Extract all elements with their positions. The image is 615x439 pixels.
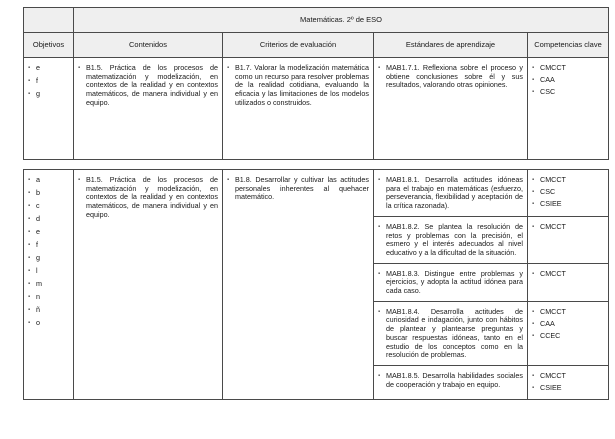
list-item: ▪ CCEC — [532, 332, 604, 341]
list-item: ▪ CAA — [532, 76, 604, 85]
block2-objetivos-cell — [24, 170, 74, 400]
block2-estandar-cell — [374, 216, 528, 263]
list-item: ▪ CMCCT — [532, 223, 604, 232]
list-item: ▪ a — [28, 176, 69, 185]
list-item: ▪ m — [28, 280, 69, 289]
block1-estandar: ▪ MAB1.7.1. Reflexiona sobre el proceso y obtiene conclusiones sobre él y sus resultados, valorando otras opiniones. — [378, 64, 523, 90]
list-item: ▪ CSC — [532, 88, 604, 97]
block1-competencias-cell — [528, 58, 609, 160]
header-objetivos: Objetivos — [24, 33, 74, 58]
list-item: ▪ ñ — [28, 306, 69, 315]
block2-estandar-cell — [374, 170, 528, 217]
block1-objetivos-cell — [24, 58, 74, 160]
list-item: ▪ CMCCT — [532, 372, 604, 381]
block2-competencias-cell — [528, 301, 609, 365]
block2-estandar-cell — [374, 263, 528, 301]
curriculum-table — [23, 7, 609, 400]
list-item: ▪ CAA — [532, 320, 604, 329]
block2-estandar-3: ▪ MAB1.8.3. Distingue entre problemas y ejercicios, y adopta la actitud idónea para cada caso. — [378, 270, 523, 296]
list-item: ▪ e — [28, 228, 69, 237]
block2-competencias-cell — [528, 170, 609, 217]
block1-estandar-cell — [374, 58, 528, 160]
block2-estandar-cell — [374, 365, 528, 399]
list-item: ▪ g — [28, 254, 69, 263]
list-item: ▪ CMCCT — [532, 270, 604, 279]
block2-estandar-2: ▪ MAB1.8.2. Se plantea la resolución de retos y problemas con la precisión, el esmero y el interés adecuados al nivel educativo y a la dificultad de la situación. — [378, 223, 523, 258]
list-item: ▪ l — [28, 267, 69, 276]
block2-competencias-cell — [528, 365, 609, 399]
block1-objetivos-list — [28, 64, 69, 99]
block1-criterio: ▪ B1.7. Valorar la modelización matemática como un recurso para resolver problemas de la realidad cotidiana, evaluando la eficacia y las limitaciones de los modelos utilizados o construidos. — [227, 64, 369, 108]
block2-contenido: ▪ B1.5. Práctica de los procesos de matematización y modelización, en contextos de la realidad y en contextos matemáticos, de manera individual y en equipo. — [78, 176, 218, 220]
block-separator — [24, 160, 609, 170]
block2-estandar-5: ▪ MAB1.8.5. Desarrolla habilidades sociales de cooperación y trabajo en equipo. — [378, 372, 523, 389]
list-item: ▪ CMCCT — [532, 308, 604, 317]
list-item: ▪ e — [28, 64, 69, 73]
header-competencias: Competencias clave — [528, 33, 609, 58]
block2-criterio: ▪ B1.8. Desarrollar y cultivar las actitudes personales inherentes al quehacer matemático. — [227, 176, 369, 202]
table-title: Matemáticas. 2º de ESO — [74, 8, 609, 33]
list-item: ▪ d — [28, 215, 69, 224]
list-item: ▪ o — [28, 319, 69, 328]
block1-contenido: ▪ B1.5. Práctica de los procesos de matematización y modelización, en contextos de la realidad y en contextos matemáticos, de manera individual y en equipo. — [78, 64, 218, 108]
header-contenidos: Contenidos — [74, 33, 223, 58]
list-item: ▪ CMCCT — [532, 64, 604, 73]
block1-competencias-list — [532, 64, 604, 97]
block2-criterio-cell — [223, 170, 374, 400]
block2-estandar-cell — [374, 301, 528, 365]
list-item: ▪ CSIEE — [532, 200, 604, 209]
list-item: ▪ CMCCT — [532, 176, 604, 185]
block2-estandar-4: ▪ MAB1.8.4. Desarrolla actitudes de curiosidad e indagación, junto con hábitos de plantear y plantearse preguntas y buscar respuestas idóneas, tanto en el estudio de los conceptos como en la resolución de problemas. — [378, 308, 523, 360]
header-criterios: Criterios de evaluación — [223, 33, 374, 58]
list-item: ▪ g — [28, 90, 69, 99]
block2-estandar-1: ▪ MAB1.8.1. Desarrolla actitudes idóneas para el trabajo en matemáticas (esfuerzo, perseverancia, flexibilidad y aceptación de la crítica razonada). — [378, 176, 523, 211]
list-item: ▪ CSC — [532, 188, 604, 197]
block1-contenido-cell — [74, 58, 223, 160]
list-item: ▪ n — [28, 293, 69, 302]
list-item: ▪ f — [28, 241, 69, 250]
block2-contenido-cell — [74, 170, 223, 400]
block2-competencias-cell — [528, 263, 609, 301]
list-item: ▪ CSIEE — [532, 384, 604, 393]
list-item: ▪ f — [28, 77, 69, 86]
corner-cell — [24, 8, 74, 33]
block2-objetivos-list — [28, 176, 69, 328]
list-item: ▪ c — [28, 202, 69, 211]
list-item: ▪ b — [28, 189, 69, 198]
block2-competencias-cell — [528, 216, 609, 263]
block1-criterio-cell — [223, 58, 374, 160]
header-estandares: Estándares de aprendizaje — [374, 33, 528, 58]
